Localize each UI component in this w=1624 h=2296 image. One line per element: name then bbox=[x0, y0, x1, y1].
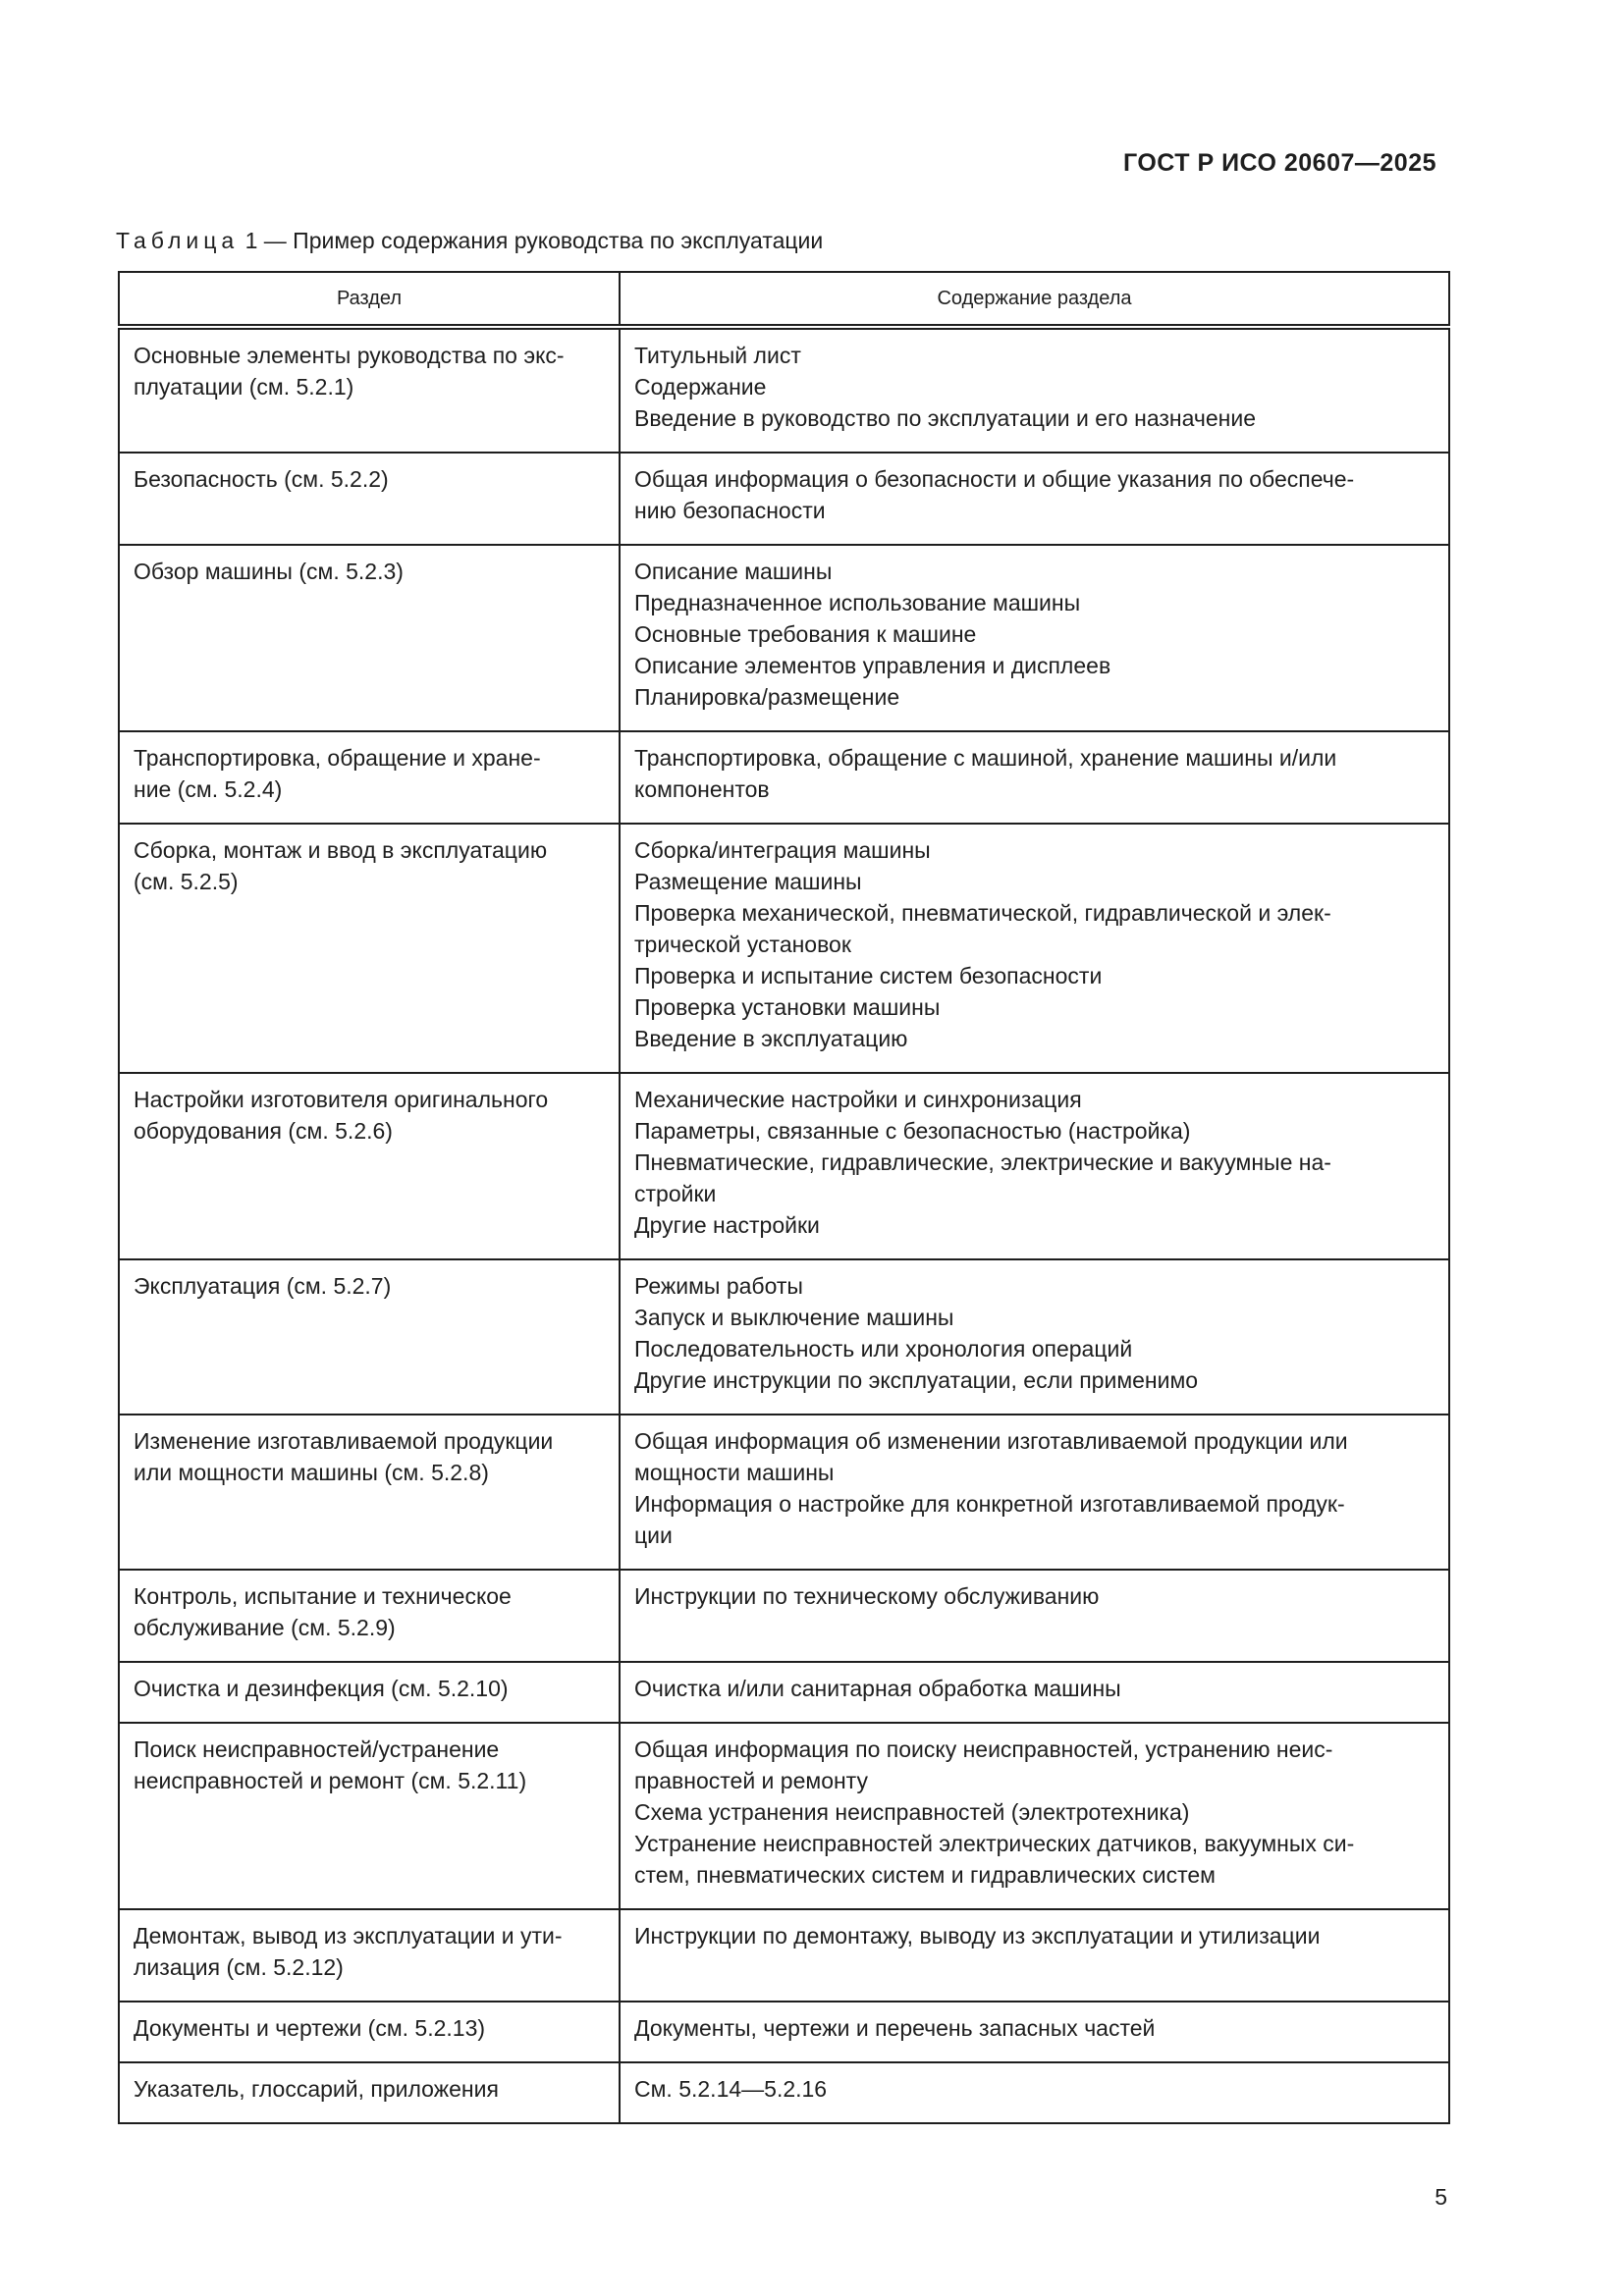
content-line: правностей и ремонту bbox=[634, 1768, 868, 1793]
content-line: Последовательность или хронология операций bbox=[634, 1336, 1133, 1362]
section-line: оборудования (см. 5.2.6) bbox=[134, 1118, 393, 1144]
table-body bbox=[119, 327, 1449, 2123]
section-cell bbox=[119, 453, 620, 545]
content-cell bbox=[620, 1909, 1449, 2002]
table-row bbox=[119, 453, 1449, 545]
content-cell bbox=[620, 545, 1449, 731]
table-row bbox=[119, 1259, 1449, 1415]
section-line: лизация (см. 5.2.12) bbox=[134, 1954, 344, 1980]
section-line: плуатации (см. 5.2.1) bbox=[134, 374, 354, 400]
content-line: Планировка/размещение bbox=[634, 684, 900, 710]
table-header-row bbox=[119, 272, 1449, 327]
content-line: Основные требования к машине bbox=[634, 621, 977, 647]
table-row bbox=[119, 545, 1449, 731]
content-line: Параметры, связанные с безопасностью (настройка) bbox=[634, 1118, 1191, 1144]
content-line: Сборка/интеграция машины bbox=[634, 837, 931, 863]
content-line: Проверка установки машины bbox=[634, 994, 941, 1020]
content-line: компонентов bbox=[634, 776, 770, 802]
section-cell bbox=[119, 1909, 620, 2002]
section-line: неисправностей и ремонт (см. 5.2.11) bbox=[134, 1768, 527, 1793]
content-cell bbox=[620, 1259, 1449, 1415]
header-content: Содержание раздела bbox=[620, 272, 1449, 327]
content-cell bbox=[620, 453, 1449, 545]
standard-number: ГОСТ Р ИСО 20607—2025 bbox=[1123, 149, 1436, 177]
content-cell bbox=[620, 1415, 1449, 1570]
table-caption bbox=[116, 228, 823, 254]
section-cell bbox=[119, 545, 620, 731]
content-line: Введение в руководство по эксплуатации и его назначение bbox=[634, 405, 1257, 431]
section-line: или мощности машины (см. 5.2.8) bbox=[134, 1460, 489, 1485]
content-line: Запуск и выключение машины bbox=[634, 1305, 954, 1330]
section-line: (см. 5.2.5) bbox=[134, 869, 239, 894]
content-line: стем, пневматических систем и гидравлических систем bbox=[634, 1862, 1216, 1888]
content-line: Описание элементов управления и дисплеев bbox=[634, 653, 1111, 678]
caption-dash: — bbox=[263, 228, 287, 253]
content-line: нию безопасности bbox=[634, 498, 826, 523]
table-row bbox=[119, 2062, 1449, 2123]
section-cell bbox=[119, 1259, 620, 1415]
content-line: Титульный лист bbox=[634, 343, 801, 368]
table-row bbox=[119, 1723, 1449, 1909]
section-cell bbox=[119, 1723, 620, 1909]
content-line: трической установок bbox=[634, 932, 851, 957]
section-cell bbox=[119, 1415, 620, 1570]
table-row bbox=[119, 1073, 1449, 1259]
content-line: Общая информация по поиску неисправностей, устранению неис- bbox=[634, 1736, 1333, 1762]
content-line: Инструкции по демонтажу, выводу из эксплуатации и утилизации bbox=[634, 1923, 1321, 1949]
content-line: Проверка и испытание систем безопасности bbox=[634, 963, 1103, 988]
content-line: Описание машины bbox=[634, 559, 833, 584]
caption-label: Таблица bbox=[116, 228, 240, 253]
content-line: Инструкции по техническому обслуживанию bbox=[634, 1583, 1100, 1609]
content-line: Общая информация об изменении изготавливаемой продукции или bbox=[634, 1428, 1348, 1454]
section-cell bbox=[119, 824, 620, 1073]
content-line: См. 5.2.14—5.2.16 bbox=[634, 2076, 828, 2102]
content-line: Документы, чертежи и перечень запасных частей bbox=[634, 2015, 1156, 2041]
section-line: Сборка, монтаж и ввод в эксплуатацию bbox=[134, 837, 548, 863]
content-cell bbox=[620, 2002, 1449, 2062]
content-cell bbox=[620, 824, 1449, 1073]
content-cell bbox=[620, 1662, 1449, 1723]
content-line: Устранение неисправностей электрических датчиков, вакуумных си- bbox=[634, 1831, 1355, 1856]
content-cell bbox=[620, 1570, 1449, 1662]
section-cell bbox=[119, 1073, 620, 1259]
content-line: Общая информация о безопасности и общие указания по обеспече- bbox=[634, 466, 1355, 492]
section-line: Эксплуатация (см. 5.2.7) bbox=[134, 1273, 392, 1299]
section-line: Транспортировка, обращение и хране- bbox=[134, 745, 541, 771]
section-line: обслуживание (см. 5.2.9) bbox=[134, 1615, 396, 1640]
header-section: Раздел bbox=[119, 272, 620, 327]
section-line: Настройки изготовителя оригинального bbox=[134, 1087, 549, 1112]
section-line: Очистка и дезинфекция (см. 5.2.10) bbox=[134, 1676, 509, 1701]
section-line: ние (см. 5.2.4) bbox=[134, 776, 283, 802]
caption-number: 1 bbox=[244, 228, 258, 253]
section-line: Поиск неисправностей/устранение bbox=[134, 1736, 500, 1762]
content-line: Предназначенное использование машины bbox=[634, 590, 1081, 615]
section-line: Демонтаж, вывод из эксплуатации и ути- bbox=[134, 1923, 563, 1949]
content-line: Схема устранения неисправностей (электротехника) bbox=[634, 1799, 1190, 1825]
section-cell bbox=[119, 1570, 620, 1662]
caption-title: Пример содержания руководства по эксплуатации bbox=[293, 228, 824, 253]
table-row bbox=[119, 1415, 1449, 1570]
content-line: Пневматические, гидравлические, электрические и вакуумные на- bbox=[634, 1149, 1331, 1175]
section-line: Основные элементы руководства по экс- bbox=[134, 343, 565, 368]
content-line: Транспортировка, обращение с машиной, хранение машины и/или bbox=[634, 745, 1337, 771]
table-row bbox=[119, 1909, 1449, 2002]
content-line: мощности машины bbox=[634, 1460, 835, 1485]
section-line: Контроль, испытание и техническое bbox=[134, 1583, 512, 1609]
content-line: Размещение машины bbox=[634, 869, 862, 894]
section-line: Указатель, глоссарий, приложения bbox=[134, 2076, 499, 2102]
section-cell bbox=[119, 1662, 620, 1723]
section-cell bbox=[119, 731, 620, 824]
content-cell bbox=[620, 1723, 1449, 1909]
section-cell bbox=[119, 2062, 620, 2123]
section-line: Изменение изготавливаемой продукции bbox=[134, 1428, 554, 1454]
table-row bbox=[119, 1662, 1449, 1723]
table-row bbox=[119, 1570, 1449, 1662]
content-line: Содержание bbox=[634, 374, 767, 400]
section-line: Обзор машины (см. 5.2.3) bbox=[134, 559, 404, 584]
table-row bbox=[119, 327, 1449, 453]
content-line: Введение в эксплуатацию bbox=[634, 1026, 908, 1051]
table-row bbox=[119, 2002, 1449, 2062]
content-cell bbox=[620, 731, 1449, 824]
content-line: ции bbox=[634, 1522, 673, 1548]
section-cell bbox=[119, 327, 620, 453]
section-line: Безопасность (см. 5.2.2) bbox=[134, 466, 389, 492]
content-line: Проверка механической, пневматической, гидравлической и элек- bbox=[634, 900, 1331, 926]
content-line: Другие инструкции по эксплуатации, если применимо bbox=[634, 1367, 1199, 1393]
table-row bbox=[119, 731, 1449, 824]
content-cell bbox=[620, 327, 1449, 453]
content-line: Другие настройки bbox=[634, 1212, 820, 1238]
content-line: Режимы работы bbox=[634, 1273, 803, 1299]
content-cell bbox=[620, 1073, 1449, 1259]
content-cell bbox=[620, 2062, 1449, 2123]
content-line: Механические настройки и синхронизация bbox=[634, 1087, 1082, 1112]
page-number: 5 bbox=[1435, 2184, 1447, 2210]
section-line: Документы и чертежи (см. 5.2.13) bbox=[134, 2015, 486, 2041]
table-row bbox=[119, 824, 1449, 1073]
content-line: стройки bbox=[634, 1181, 717, 1206]
section-cell bbox=[119, 2002, 620, 2062]
manual-content-table bbox=[118, 271, 1450, 2124]
content-line: Информация о настройке для конкретной изготавливаемой продук- bbox=[634, 1491, 1345, 1517]
content-line: Очистка и/или санитарная обработка машины bbox=[634, 1676, 1121, 1701]
